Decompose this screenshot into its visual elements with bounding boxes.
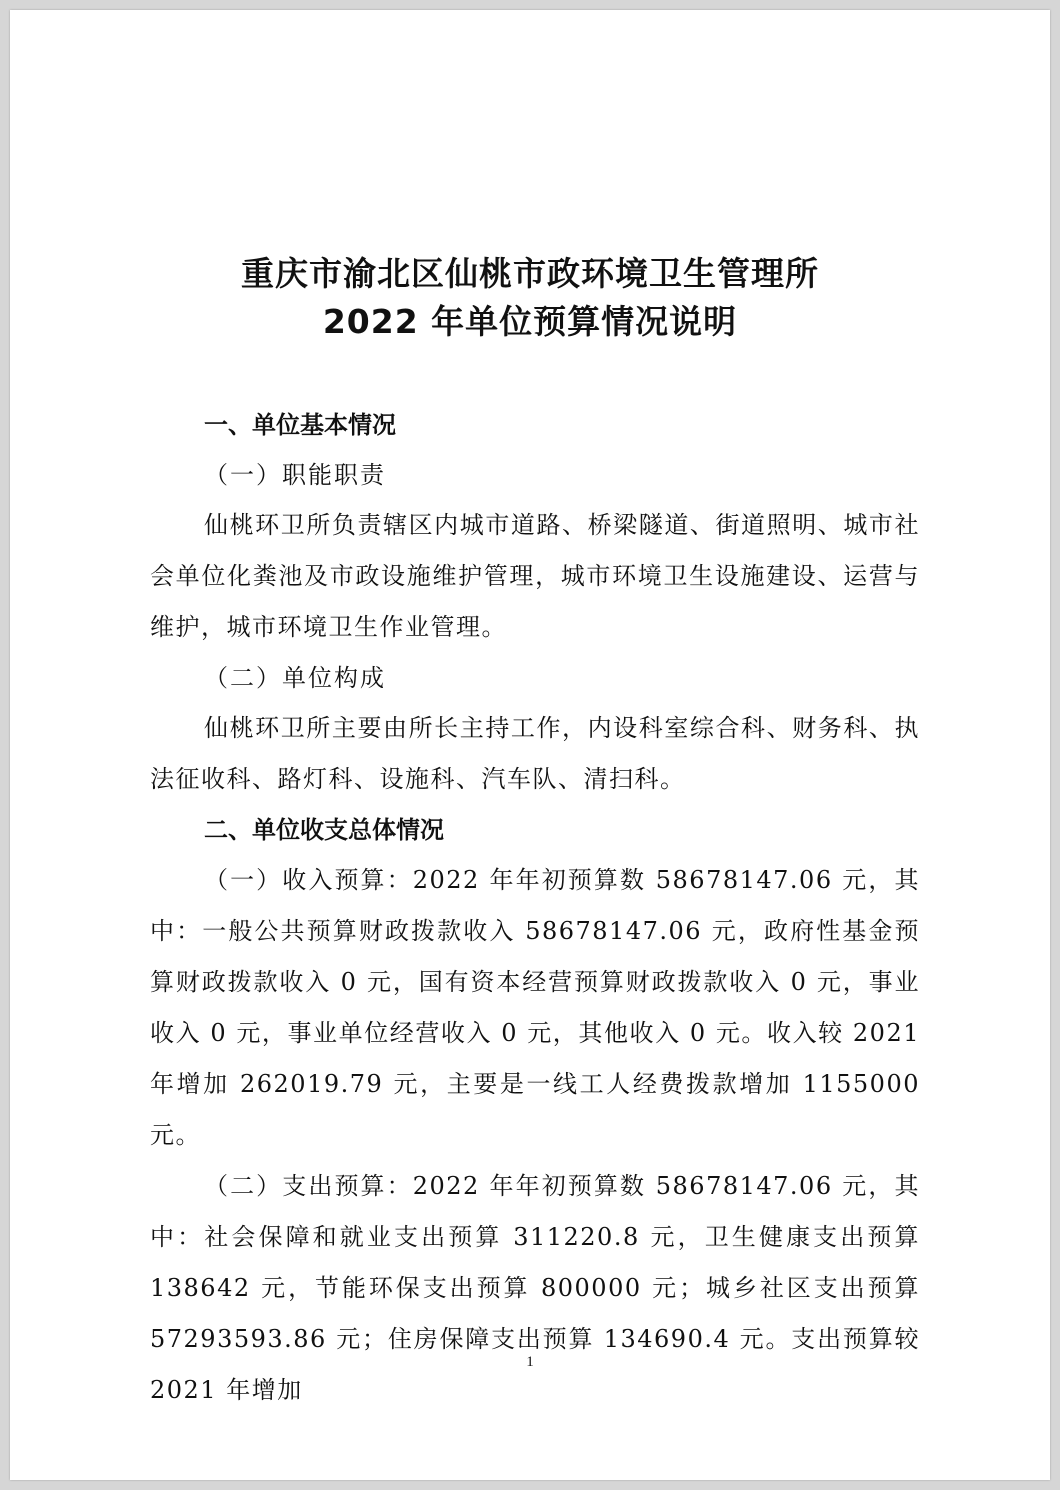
- page-number: 1: [526, 1354, 534, 1370]
- title-line-1: 重庆市渝北区仙桃市政环境卫生管理所: [241, 254, 819, 293]
- document-title: [10, 250, 1050, 346]
- document-body: [150, 400, 920, 1416]
- paragraph-composition: 仙桃环卫所主要由所长主持工作，内设科室综合科、财务科、执法征收科、路灯科、设施科、汽车队、清扫科。: [150, 714, 920, 793]
- paragraph-expenditure-budget: （二）支出预算：2022 年年初预算数 58678147.06 元，其中：社会保障和就业支出预算 311220.8 元，卫生健康支出预算 138642 元，节能环保支出预算 800000 元；城乡社区支出预算 57293593.86 元；住房保障支出预算 134690.4 元。支出预算较 2021 年增加: [150, 1172, 920, 1404]
- title-line-2: 2022 年单位预算情况说明: [322, 302, 738, 341]
- subsection-heading-composition: （二）单位构成: [204, 664, 386, 692]
- subsection-heading-duties: （一）职能职责: [204, 461, 386, 489]
- section-heading-basic-info: 一、单位基本情况: [204, 411, 396, 439]
- paragraph-duties: 仙桃环卫所负责辖区内城市道路、桥梁隧道、街道照明、城市社会单位化粪池及市政设施维护管理，城市环境卫生设施建设、运营与维护，城市环境卫生作业管理。: [150, 511, 920, 641]
- section-heading-budget-overview: 二、单位收支总体情况: [204, 816, 444, 844]
- paragraph-income-budget: （一）收入预算：2022 年年初预算数 58678147.06 元，其中：一般公共预算财政拨款收入 58678147.06 元，政府性基金预算财政拨款收入 0 元，国有资本经营预算财政拨款收入 0 元，事业收入 0 元，事业单位经营收入 0 元，其他收入 0 元。收入较 2021 年增加 262019.79 元，主要是一线工人经费拨款增加 1155000 元。: [150, 866, 920, 1149]
- document-page: [10, 10, 1050, 1480]
